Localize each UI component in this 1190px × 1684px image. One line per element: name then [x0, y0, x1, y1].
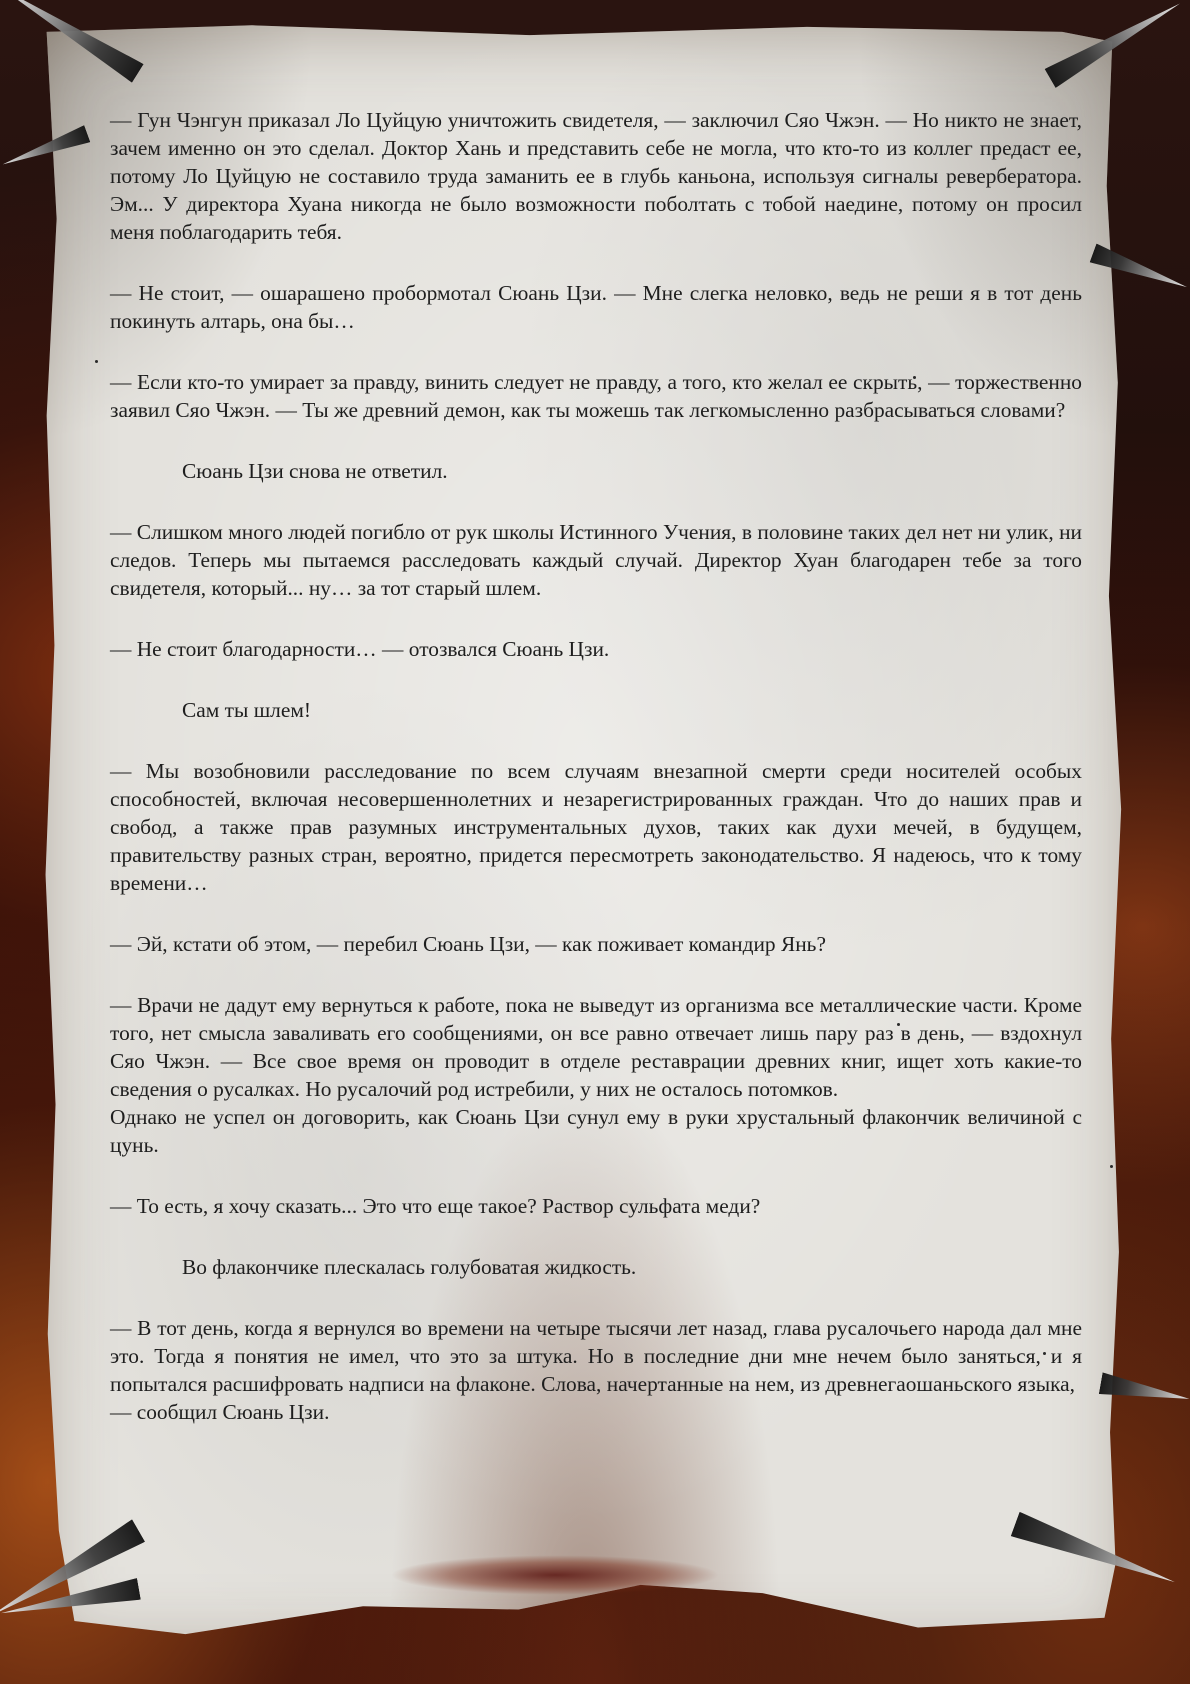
paragraph: — Не стоит благодарности… — отозвался Сюань Цзи. [110, 637, 610, 661]
paragraph: Сюань Цзи снова не ответил. [182, 459, 448, 483]
paragraph: — Если кто-то умирает за правду, винить следует не правду, а того, кто желал ее скрыть, — торжественно заявил Сяо Чжэн. — Ты же древний демон, как ты можешь так легкомысленно разбрасываться словами? [110, 370, 1082, 422]
paragraph: — Врачи не дадут ему вернуться к работе, пока не выведут из организма все металлические части. Кроме того, нет смысла заваливать его сообщениями, он все равно отвечает лишь пару раз в день, — вздохнул Сяо Чжэн. — Все свое время он проводит в отделе реставрации древних книг, ищет хоть какие-то сведения о русалках. Но русалочий род истребили, у них не осталось потомков. [110, 993, 1082, 1101]
paragraph: Во флакончике плескалась голубоватая жидкость. [182, 1255, 637, 1279]
ink-speck [95, 360, 98, 363]
burned-edge-decoration [390, 1555, 720, 1595]
paragraph: — Слишком много людей погибло от рук школы Истинного Учения, в половине таких дел нет ни улик, ни следов. Теперь мы пытаемся расследовать каждый случай. Директор Хуан благодарен тебе за того свидетеля, который... ну… за тот старый шлем. [110, 520, 1082, 600]
paragraph: — Гун Чэнгун приказал Ло Цуйцую уничтожить свидетеля, — заключил Сяо Чжэн. — Но никто не знает, зачем именно он это сделал. Доктор Хань и представить себе не могла, что кто-то из коллег предаст ее, потому Ло Цуйцую не составило труда заманить ее в глубь каньона, используя сигналы реверберaтора. Эм... У директора Хуана никогда не было возможности поболтать с тобой наедине, потому он просил меня поблагодарить тебя. [110, 108, 1082, 244]
story-text [110, 106, 1082, 1426]
paragraph: — Эй, кстати об этом, — перебил Сюань Цзи, — как поживает командир Янь? [110, 932, 826, 956]
paragraph: — Не стоит, — ошарашено пробормотал Сюань Цзи. — Мне слегка неловко, ведь не реши я в тот день покинуть алтарь, она бы… [110, 281, 1082, 333]
paragraph: — Мы возобновили расследование по всем случаям внезапной смерти среди носителей особых способностей, включая несовершеннолетних и незарегистрированных граждан. Что до наших прав и свобод, а также прав разумных инструментальных духов, таких как духи мечей, в будущем, правительству разных стран, вероятно, придется пересмотреть законодательство. Я надеюсь, что к тому времени… [110, 759, 1082, 895]
ink-speck [1110, 1165, 1113, 1168]
paragraph: — То есть, я хочу сказать... Это что еще такое? Раствор сульфата меди? [110, 1194, 761, 1218]
metal-spike-icon [1099, 1372, 1190, 1409]
paragraph: Однако не успел он договорить, как Сюань Цзи сунул ему в руки хрустальный флакончик величиной с цунь. [110, 1105, 1082, 1157]
paragraph: Сам ты шлем! [182, 698, 312, 722]
paragraph: — сообщил Сюань Цзи. [110, 1400, 330, 1424]
paragraph: — В тот день, когда я вернулся во времени на четыре тысячи лет назад, глава русалочьего народа дал мне это. Тогда я понятия не имел, что это за штука. Но в последние дни мне нечем было заняться, и я попытался расшифровать надписи на флаконе. Слова, начертанные на нем, из древнегаошаньского языка, [110, 1316, 1082, 1396]
